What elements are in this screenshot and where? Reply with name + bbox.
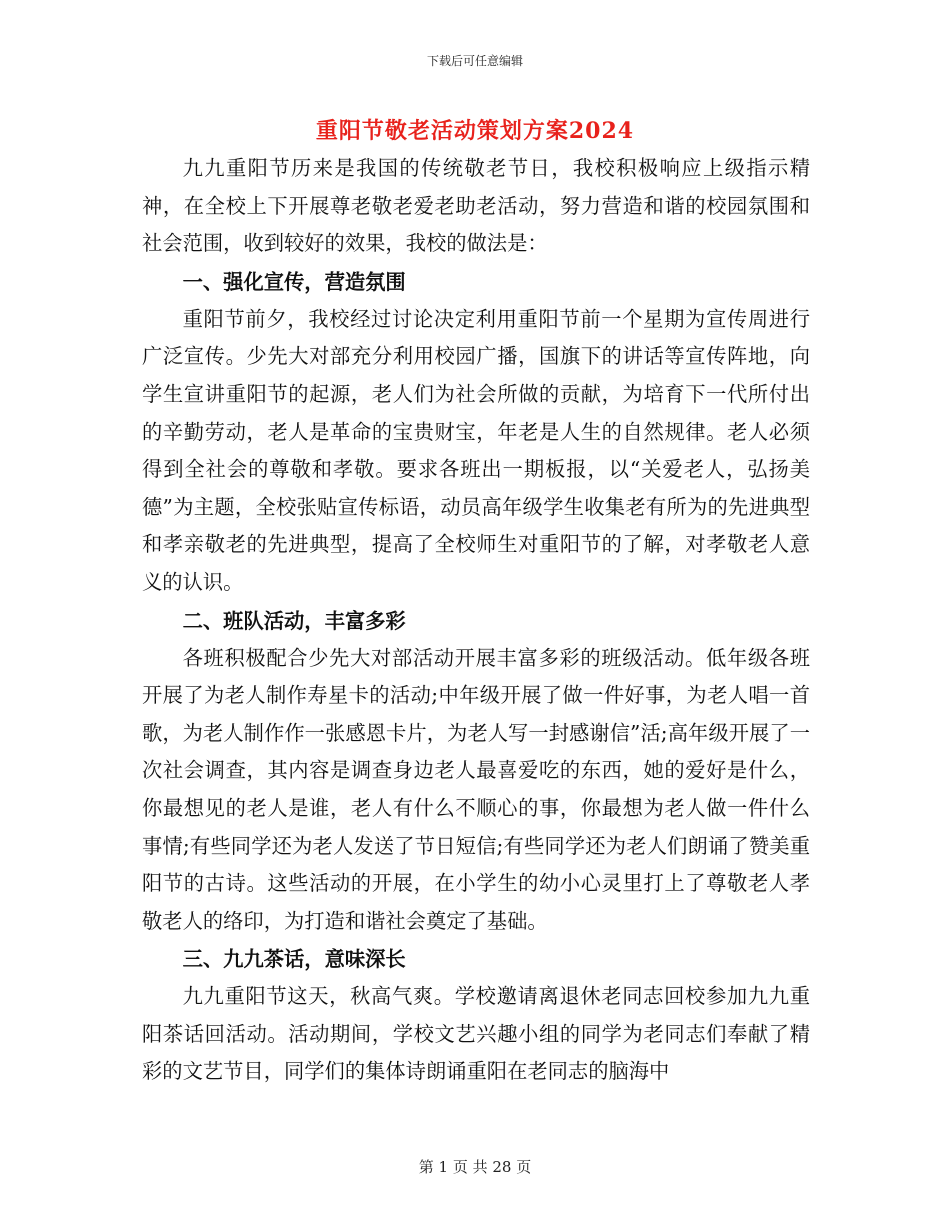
section-heading-3: 三、九九茶话，意味深长 <box>182 947 406 972</box>
section-paragraph-2: 各班积极配合少先大对部活动开展丰富多彩的班级活动。低年级各班开展了为老人制作寿星卡的活动;中年级开展了做一件好事，为老人唱一首歌，为老人制作作一张感恩卡片，为老人写一封感谢信”活;高年级开展了一次社会调查，其内容是调查身边老人最喜爱吃的东西，她的爱好是什么，你最想见的老人是谁，老人有什么不顺心的事，你最想为老人做一件什么事情;有些同学还为老人发送了节日短信;有些同学还为老人们朗诵了赞美重阳节的古诗。这些活动的开展，在小学生的幼小心灵里打上了尊敬老人孝敬老人的络印，为打造和谐社会奠定了基础。 <box>142 645 810 933</box>
document-title: 重阳节敬老活动策划方案2024 <box>315 118 635 144</box>
page-header-note: 下载后可任意编辑 <box>426 54 523 68</box>
document-body <box>142 150 810 1091</box>
section-heading-1: 一、强化宣传，营造氛围 <box>182 269 406 294</box>
page-footer-number: 第 1 页 共 28 页 <box>418 1158 532 1176</box>
section-heading-2: 二、班队活动，丰富多彩 <box>182 608 406 633</box>
section-paragraph-1: 重阳节前夕，我校经过讨论决定利用重阳节前一个星期为宣传周进行广泛宣传。少先大对部充分利用校园广播，国旗下的讲话等宣传阵地，向学生宣讲重阳节的起源，老人们为社会所做的贡献，为培育下一代所付出的辛勤劳动，老人是革命的宝贵财宝，年老是人生的自然规律。老人必须得到全社会的尊敬和孝敬。要求各班出一期板报，以“关爱老人，弘扬美德”为主题，全校张贴宣传标语，动员高年级学生收集老有所为的先进典型和孝亲敬老的先进典型，提高了全校师生对重阳节的了解，对孝敬老人意义的认识。 <box>142 306 810 594</box>
section-paragraph-3: 九九重阳节这天，秋高气爽。学校邀请离退休老同志回校参加九九重阳茶话回活动。活动期间，学校文艺兴趣小组的同学为老同志们奉献了精彩的文艺节目，同学们的集体诗朗诵重阳在老同志的脑海中 <box>142 984 810 1084</box>
intro-paragraph: 九九重阳节历来是我国的传统敬老节日，我校积极响应上级指示精神，在全校上下开展尊老敬老爱老助老活动，努力营造和谐的校园氛围和社会范围，收到较好的效果，我校的做法是： <box>142 156 810 256</box>
